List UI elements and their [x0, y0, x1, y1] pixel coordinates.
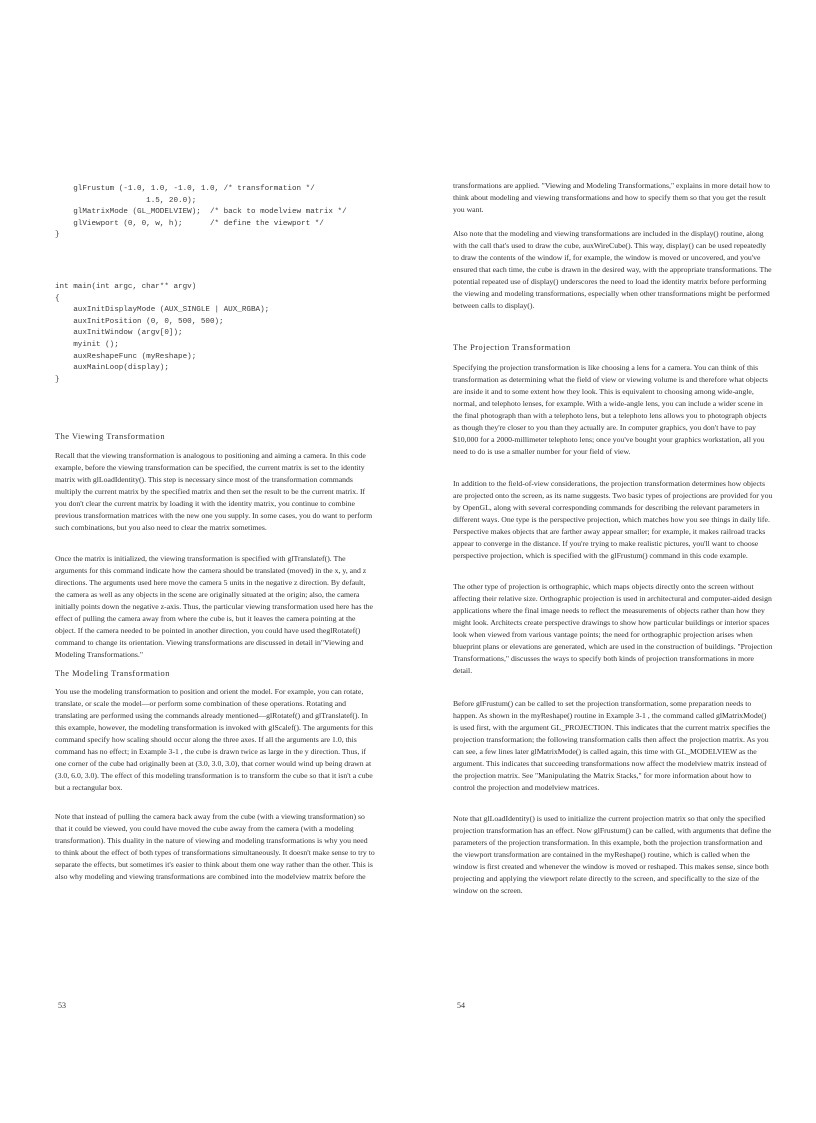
projection-paragraph-1: Specifying the projection transformation is like choosing a lens for a camera. You can think of this transformation as determining what the field of view or viewing volume is and therefore what objects are inside it and to some extent how they look. This is equivalent to choosing among wide-angle, normal, and telephoto lenses, for example. With a wide-angle lens, you can include a wider scene in the final photograph than with a telephoto lens, but a telephoto lens allows you to photograph objects as though they're closer to you than they actually are. In computer graphics, you don't have to pay $10,000 for a 2000-millimeter telephoto lens; once you've bought your graphics workstation, all you need to do is use a smaller number for your field of view.: [453, 363, 768, 457]
modeling-paragraph-1: You use the modeling transformation to position and orient the model. For example, you can rotate, translate, or scale the model—or perform some combination of these operations. Rotating and translating are performed using the commands already mentioned—glRotatef() and glTranslatef(). In this example, however, the modeling transformation is invoked with glScalef(). The arguments for this command specify how scaling should occur along the three axes. If all the arguments are 1.0, this command has no effect; in Example 3-1 , the cube is drawn twice as large in the y direction. Thus, if one corner of the cube had originally been at (3.0, 3.0, 3.0), that corner would wind up being drawn at (3.0, 6.0, 3.0). The effect of this modeling transformation is to transform the cube so that it isn't a cube but a rectangular box.: [55, 687, 373, 793]
projection-paragraph-4: Before glFrustum() can be called to set the projection transformation, some preparation needs to happen. As shown in the myReshape() routine in Example 3-1 , the command called glMatrixMode() is used first, with the argument GL_PROJECTION. This indicates that the current matrix specifies the projection transformation; the following transformation calls then affect the projection matrix. As you can see, a few lines later glMatrixMode() is called again, this time with GL_MODELVIEW as the argument. This indicates that succeeding transformations now affect the modelview matrix instead of the projection matrix. See "Manipulating the Matrix Stacks," for more information about how to control the projection and modelview matrices.: [453, 699, 770, 793]
viewing-paragraph-2: Once the matrix is initialized, the viewing transformation is specified with glTranslatef(). The arguments for this command indicate how the camera should be translated (moved) in the x, y, and z directions. The arguments used here move the camera 5 units in the negative z direction. By default, the camera as well as any objects in the scene are originally situated at the origin; also, the camera initially points down the negative z-axis. Thus, the particular viewing transformation used here has the effect of pulling the camera away from where the cube is, but it leaves the camera pointing at the object. If the camera needed to be pointed in another direction, you could have used theglRotatef() command to change its orientation. Viewing transformations are discussed in detail in"Viewing and Modeling Transformations.": [55, 554, 373, 660]
projection-paragraph-3: The other type of projection is orthographic, which maps objects directly onto the screen without affecting their relative size. Orthographic projection is used in architectural and computer-aided design applications where the final image needs to reflect the measurements of objects rather than how they might look. Architects create perspective drawings to show how particular buildings or interior spaces look when viewed from various vantage points; the need for orthographic projection arises when blueprint plans or elevations are generated, which are used in the construction of buildings. "Projection Transformations," discusses the ways to specify both kinds of projection transformations in more detail.: [453, 582, 773, 676]
page-number-left: 53: [58, 1001, 66, 1010]
code-block-main: int main(int argc, char** argv) { auxInitDisplayMode (AUX_SINGLE | AUX_RGBA); auxInitPosition (0, 0, 500, 500); auxInitWindow (argv[0]); myinit (); auxReshapeFunc (myReshape); auxMainLoop(display); }: [55, 283, 270, 384]
modeling-paragraph-2: Note that instead of pulling the camera back away from the cube (with a viewing transformation) so that it could be viewed, you could have moved the cube away from the camera (with a modeling transformation). This duality in the nature of viewing and modeling transformations is why you need to think about the effect of both types of transformations simultaneously. It doesn't make sense to try to separate the effects, but sometimes it's easier to think about them one way rather than the other. This is also why modeling and viewing transformations are combined into the modelview matrix before the: [55, 812, 375, 882]
heading-modeling-transformation: The Modeling Transformation: [55, 669, 170, 678]
heading-viewing-transformation: The Viewing Transformation: [55, 432, 166, 441]
projection-paragraph-2: In addition to the field-of-view considerations, the projection transformation determines how objects are projected onto the screen, as its name suggests. Two basic types of projections are provided for you by OpenGL, along with several corresponding commands for describing the relevant parameters in different ways. One type is the perspective projection, which matches how you see things in daily life. Perspective makes objects that are farther away appear smaller; for example, it makes railroad tracks appear to converge in the distance. If you're trying to make realistic pictures, you'll want to choose perspective projection, which is specified with the glFrustum() command in this code example.: [453, 479, 773, 561]
viewing-paragraph-1: Recall that the viewing transformation is analogous to positioning and aiming a camera. In this code example, before the viewing transformation can be specified, the current matrix is set to the identity matrix with glLoadIdentity(). This step is necessary since most of the transformation commands multiply the current matrix by the specified matrix and then set the result to be the current matrix. If you don't clear the current matrix by loading it with the identity matrix, you continue to combine previous transformation matrices with the new one you supply. In some cases, you do want to perform such combinations, but you also need to clear the matrix sometimes.: [55, 451, 373, 533]
display-paragraph: Also note that the modeling and viewing transformations are included in the display() routine, along with the call that's used to draw the cube, auxWireCube(). This way, display() can be used repeatedly to draw the contents of the window if, for example, the window is moved or uncovered, and you've ensured that each time, the cube is drawn in the desired way, with the appropriate transformations. The potential repeated use of display() underscores the need to load the identity matrix before performing the viewing and modeling transformations, especially when other transformations might be performed between calls to display().: [453, 229, 772, 311]
page-number-right: 54: [457, 1001, 465, 1010]
code-block-reshape: glFrustum (-1.0, 1.0, -1.0, 1.0, /* transformation */ 1.5, 20.0); glMatrixMode (GL_MODELVIEW); /* back to modelview matrix */ glViewport (0, 0, w, h); /* define the viewport */ }: [55, 185, 347, 240]
continued-paragraph: transformations are applied. "Viewing and Modeling Transformations," explains in more detail how to think about modeling and viewing transformations and how to specify them so that you get the result you want.: [453, 181, 771, 215]
heading-projection-transformation: The Projection Transformation: [453, 343, 571, 352]
projection-paragraph-5: Note that glLoadIdentity() is used to initialize the current projection matrix so that only the specified projection transformation has an effect. Now glFrustum() can be called, with arguments that define the parameters of the projection transformation. In this example, both the projection transformation and the viewport transformation are contained in the myReshape() routine, which is called when the window is first created and whenever the window is moved or reshaped. This makes sense, since both projecting and applying the viewport relate directly to the screen, and specifically to the size of the window on the screen.: [453, 814, 772, 896]
